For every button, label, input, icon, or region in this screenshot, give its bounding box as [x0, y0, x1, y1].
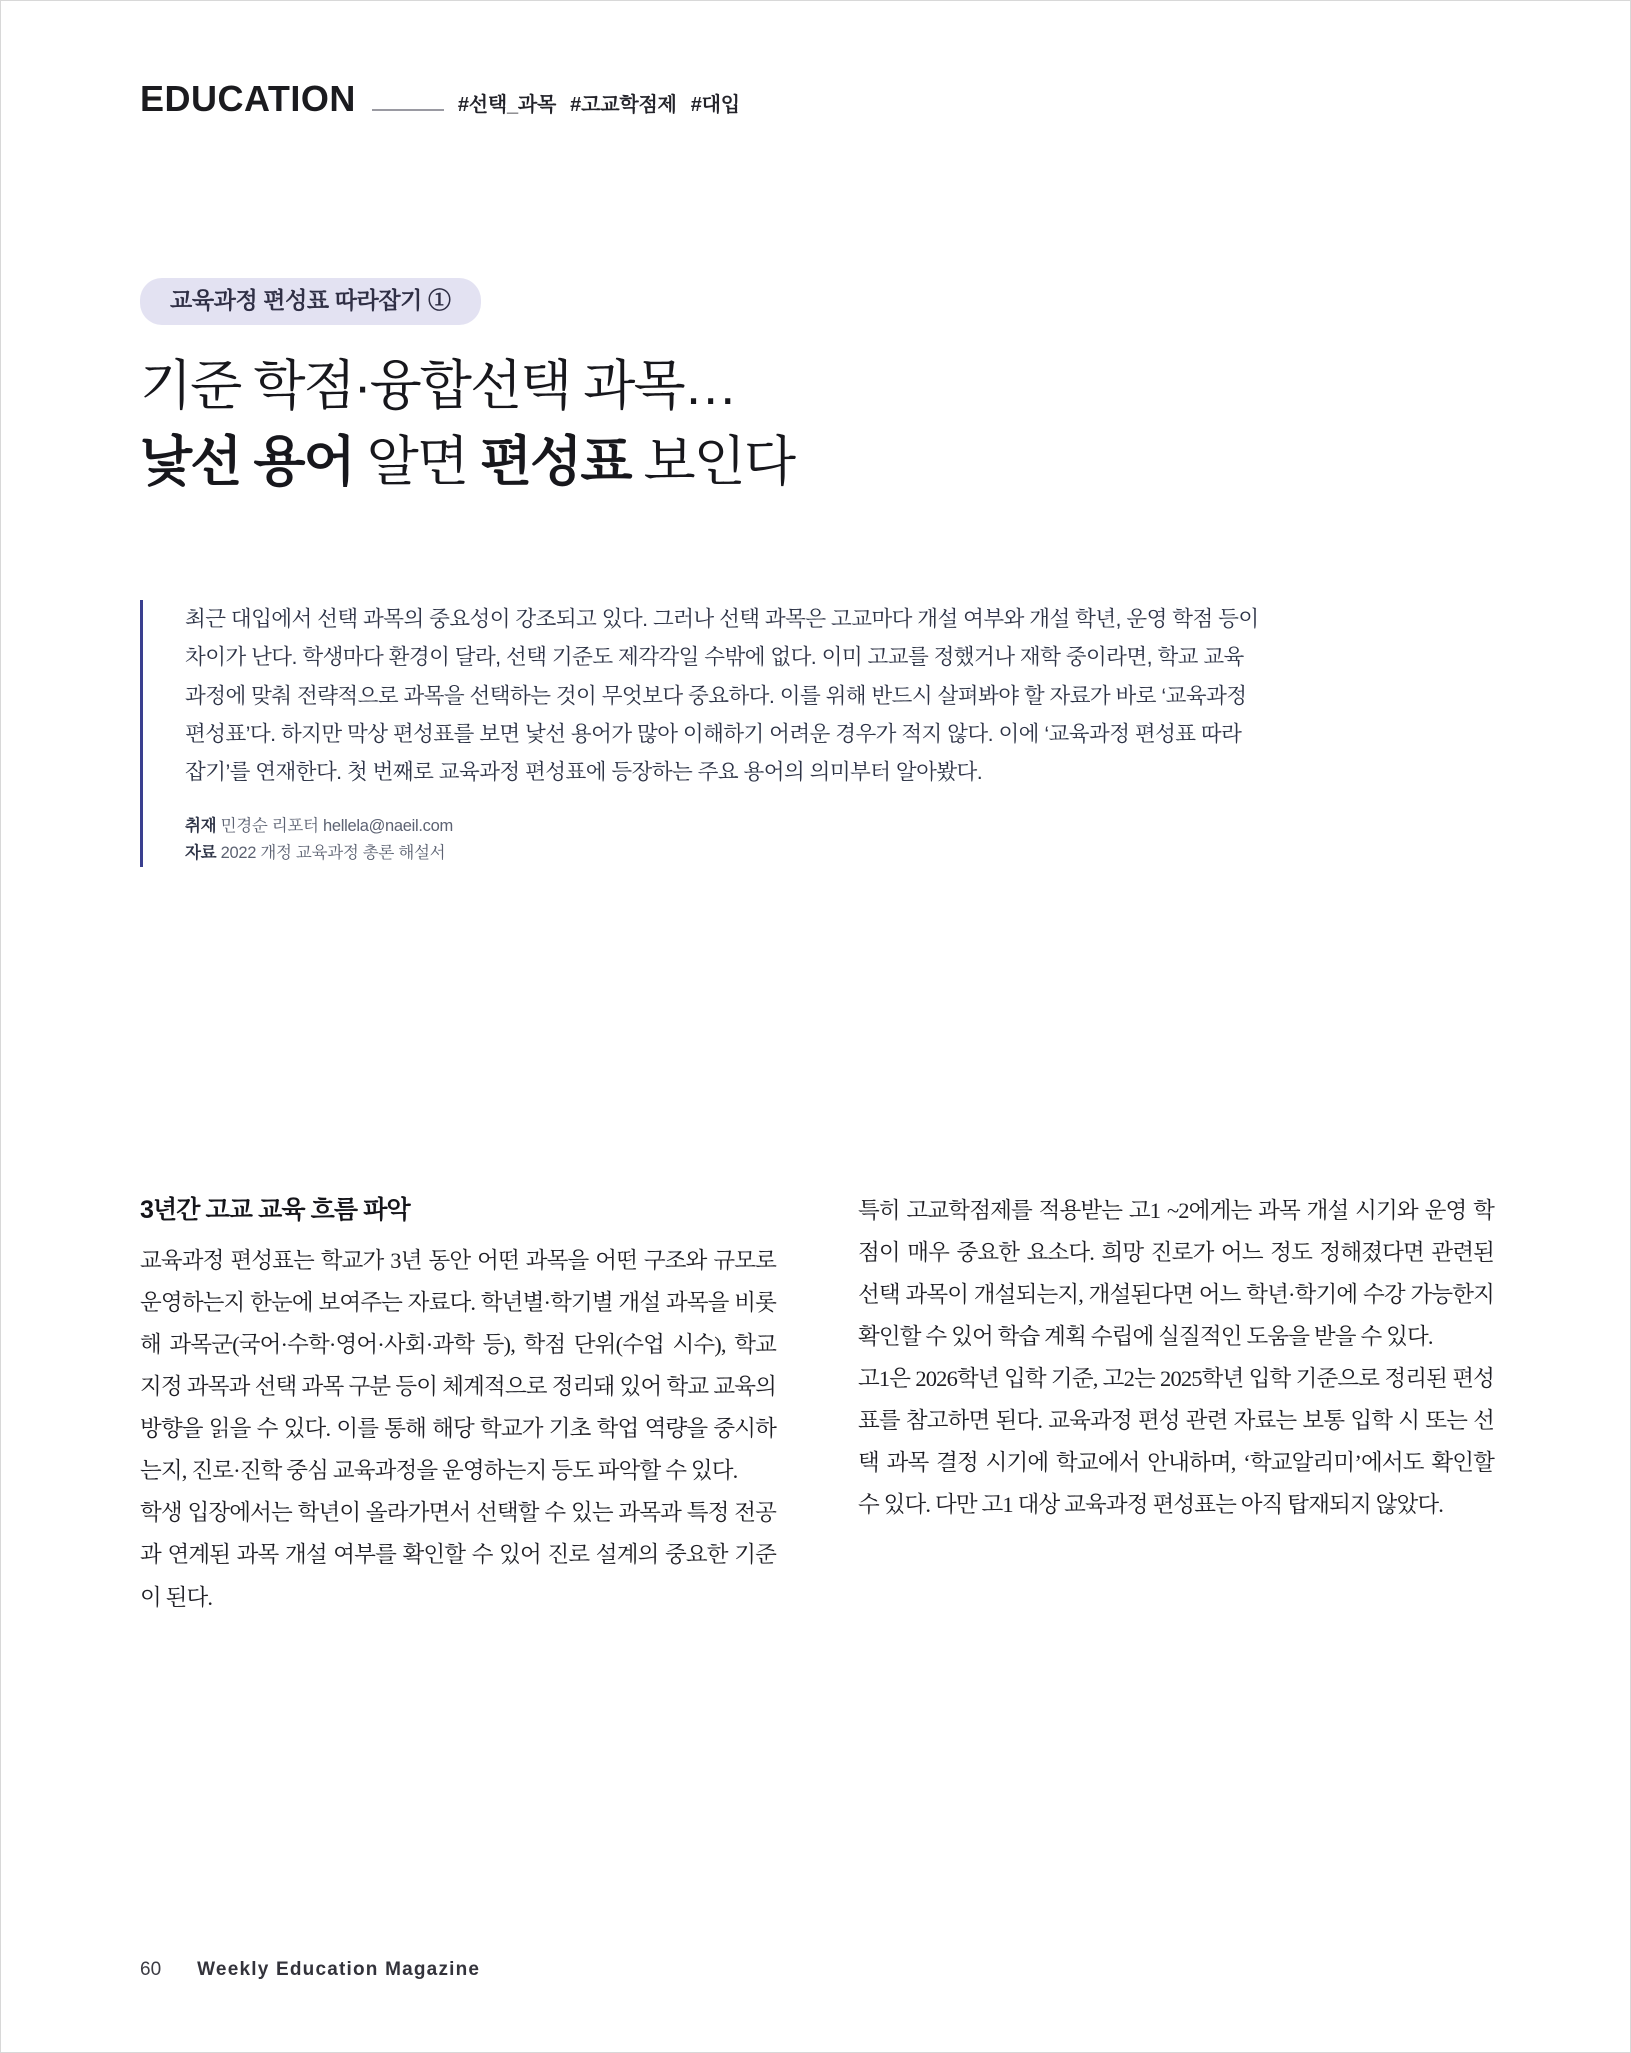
headline-emphasis-2: 편성표 — [480, 432, 631, 493]
lead-text: 최근 대입에서 선택 과목의 중요성이 강조되고 있다. 그러나 선택 과목은 고교마다 개설 여부와 개설 학년, 운영 학점 등이 차이가 난다. 학생마다 환경이 달라, 선택 기준도 제각각일 수밖에 없다. 이미 고교를 정했거나 재학 중이라면, 학교 교육과정에 맞춰 전략적으로 과목을 선택하는 것이 무엇보다 중요하다. 이를 위해 반드시 살펴봐야 할 자료가 바로 ‘교육과정 편성표’다. 하지만 막상 편성표를 보면 낯선 용어가 많아 이해하기 어려운 경우가 적지 않다. 이에 ‘교육과정 편성표 따라잡기’를 연재한다. 첫 번째로 교육과정 편성표에 등장하는 주요 용어의 의미부터 알아봤다. — [185, 607, 1259, 785]
credit-source-value: 2022 개정 교육과정 총론 해설서 — [220, 844, 446, 863]
headline-emphasis-1: 낯선 용어 — [140, 432, 354, 493]
paragraph: 고1은 2026학년 입학 기준, 고2는 2025학년 입학 기준으로 정리된 편성표를 참고하면 된다. 교육과정 편성 관련 자료는 보통 입학 시 또는 선택 과목 결정 시기에 학교에서 안내하며, ‘학교알리미’에서도 확인할 수 있다. 다만 고1 대상 교육과정 편성표는 아직 탑재되지 않았다. — [858, 1366, 1494, 1518]
headline-plain-2: 보인다 — [630, 432, 795, 493]
headline-plain-1: 알면 — [353, 432, 481, 493]
page-footer — [140, 1959, 480, 1981]
paragraph: 학생 입장에서는 학년이 올라가면서 선택할 수 있는 과목과 특정 전공과 연계된 과목 개설 여부를 확인할 수 있어 진로 설계의 중요한 기준이 된다. — [140, 1500, 776, 1610]
paragraph: 교육과정 편성표는 학교가 3년 동안 어떤 과목을 어떤 구조와 규모로 운영하는지 한눈에 보여주는 자료다. 학년별·학기별 개설 과목을 비롯해 과목군(국어·수학·영어·사회·과학 등), 학점 단위(수업 시수), 학교 지정 과목과 선택 과목 구분 등이 체계적으로 정리돼 있어 학교 교육의 방향을 읽을 수 있다. 이를 통해 해당 학교가 기초 학업 역량을 중시하는지, 진로·진학 중심 교육과정을 운영하는지 등도 파악할 수 있다. — [140, 1248, 776, 1484]
hashtag-1: #선택_과목 — [457, 94, 557, 116]
headline-line-1: 기준 학점·융합선택 과목… — [140, 356, 736, 416]
paragraph: 특히 고교학점제를 적용받는 고1 ~2에게는 과목 개설 시기와 운영 학점이 매우 중요한 요소다. 희망 진로가 어느 정도 정해졌다면 관련된 선택 과목이 개설되는지, 개설된다면 어느 학년·학기에 수강 가능한지 확인할 수 있어 학습 계획 수립에 실질적인 도움을 받을 수 있다. — [858, 1198, 1494, 1350]
article-body — [140, 1190, 1495, 1619]
hashtag-list — [458, 88, 754, 117]
credit-reporter-label: 취재 — [185, 817, 217, 836]
series-badge: 교육과정 편성표 따라잡기 ① — [140, 278, 481, 325]
credit-reporter-value: 민경순 리포터 hellela@naeil.com — [220, 817, 453, 836]
subheading: 3년간 고교 교육 흐름 파악 — [140, 1196, 410, 1224]
masthead — [140, 78, 754, 120]
page-number: 60 — [140, 1959, 162, 1980]
credit-source-label: 자료 — [185, 844, 217, 863]
hashtag-2: #고교학점제 — [570, 94, 677, 116]
hashtag-3: #대입 — [690, 94, 740, 116]
column-left — [140, 1190, 776, 1619]
headline — [140, 352, 1340, 497]
credit-source — [185, 840, 1260, 867]
masthead-divider — [372, 109, 444, 111]
column-right — [858, 1190, 1494, 1619]
section-label: EDUCATION — [140, 78, 356, 119]
magazine-title: Weekly Education Magazine — [197, 1959, 481, 1980]
credits — [185, 813, 1260, 866]
credit-reporter — [185, 813, 1260, 840]
lead-block — [140, 600, 1260, 867]
headline-line-2 — [140, 427, 1340, 497]
